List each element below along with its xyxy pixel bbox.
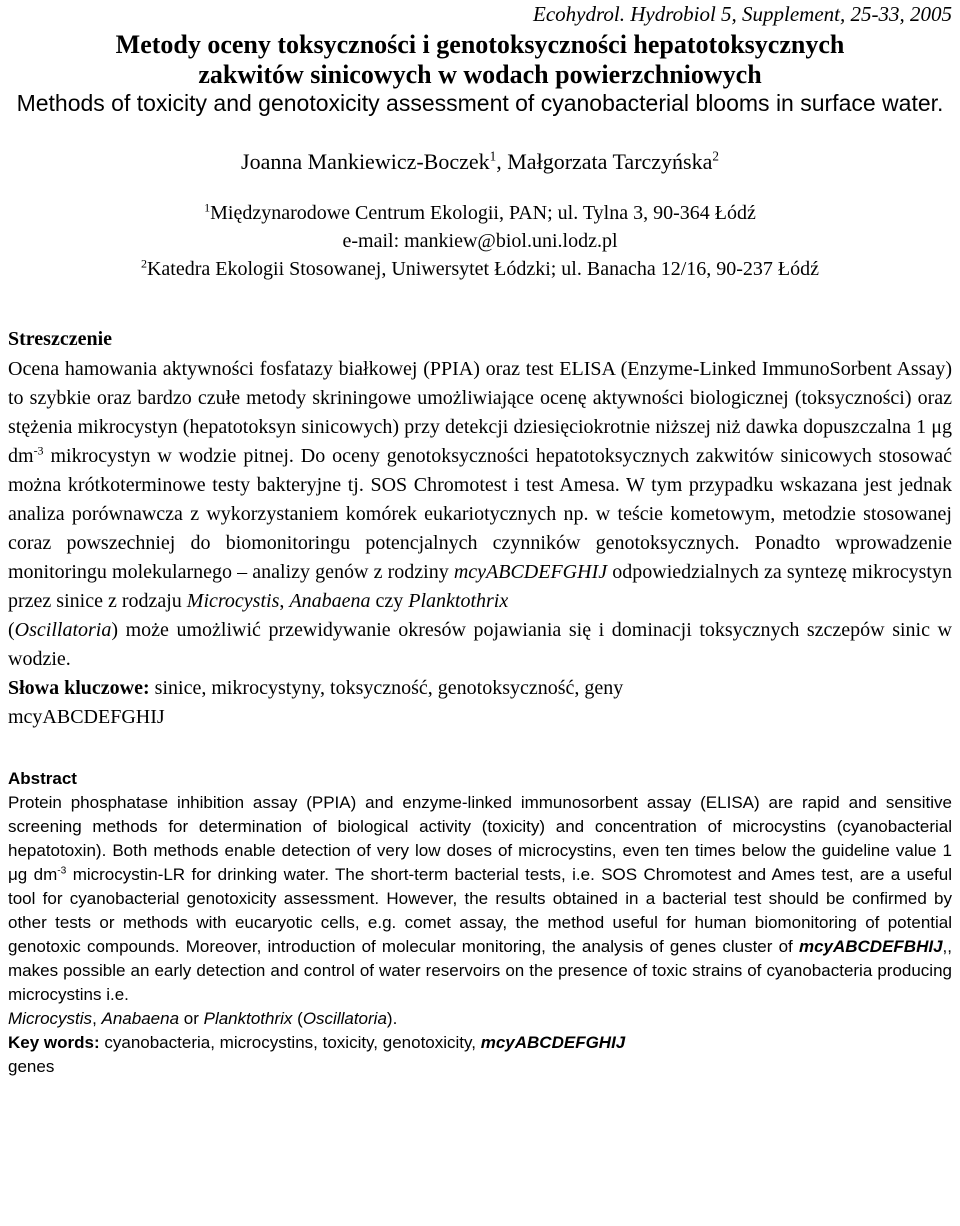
abstract-keywords-label: Key words: (8, 1033, 100, 1052)
streszczenie-text-1: Ocena hamowania aktywności fosfatazy białkowej (PPIA) oraz test ELISA (Enzyme-Linked ImmunoSorbent Assay) to szybkie oraz bardzo czułe metody skriningowe umożliwiające ocenę aktywności biologicznej (toksyczności) oraz stężenia mikrocystyn (hepatotoksyn sinicowych) przy detekcji dziesięciokrotnie niższej niż dawka dopuszczalna 1 μg dm (8, 358, 952, 467)
affiliation-1-text: Międzynarodowe Centrum Ekologii, PAN; ul. Tylna 3, 90-364 Łódź (210, 202, 756, 224)
title-english: Methods of toxicity and genotoxicity assessment of cyanobacterial blooms in surface water. (16, 90, 944, 116)
abstract-unit-exponent: -3 (57, 865, 67, 877)
abstract-text-5: ( (292, 1009, 303, 1028)
streszczenie-unit-exponent: -3 (33, 443, 44, 458)
streszczenie-keywords-gene: mcyABCDEFGHIJ (8, 706, 165, 728)
author-2-affiliation-mark: 2 (712, 148, 719, 164)
author-1-affiliation-mark: 1 (489, 148, 497, 164)
abstract-text-3: ,, makes possible an early detection and control of water reservoirs on the presence of toxic strains of cyanobacteria producing microcystins i.e. (8, 937, 952, 1004)
author-1: Joanna Mankiewicz-Boczek (241, 149, 490, 174)
abstract-text-6: ). (386, 1009, 398, 1028)
streszczenie-genus-anabaena: Anabaena (289, 590, 371, 612)
streszczenie-text-4: czy (370, 590, 409, 612)
streszczenie-genus-oscillatoria: Oscillatoria (14, 619, 112, 641)
streszczenie-heading: Streszczenie (8, 328, 113, 350)
abstract-keywords-gene: mcyABCDEFGHIJ (480, 1033, 626, 1052)
title-polish-line1: Metody oceny toksyczności i genotoksyczności hepatotoksycznych (115, 30, 845, 59)
streszczenie-gene: mcyABCDEFGHIJ (453, 561, 608, 583)
abstract-text-4: or (179, 1009, 204, 1028)
title-polish-line2: zakwitów sinicowych w wodach powierzchniowych (198, 60, 762, 89)
abstract-keywords-list: cyanobacteria, microcystins, toxicity, genotoxicity, (99, 1033, 481, 1052)
abstract-genus-anabaena: Anabaena (101, 1009, 180, 1028)
streszczenie-sep: , (279, 590, 290, 612)
streszczenie-keywords-list: sinice, mikrocystyny, toksyczność, genotoksyczność, geny (149, 677, 624, 699)
streszczenie-keywords (8, 674, 952, 732)
abstract-genus-planktothrix: Planktothrix (203, 1009, 293, 1028)
abstract-genus-microcystis: Microcystis (8, 1009, 93, 1028)
abstract-text-2: microcystin-LR for drinking water. The short-term bacterial tests, i.e. SOS Chromotest and Ames test, are a useful tool for cyanobacterial genotoxicity assessment. However, the results obtained in a bacterial test should be confirmed by other tests or methods with eucaryotic cells, e.g. comet assay, the method useful for human biomonitoring of potential genotoxic compounds. Moreover, introduction of molecular monitoring, the analysis of genes cluster of (8, 865, 952, 956)
abstract-text-1: Protein phosphatase inhibition assay (PPIA) and enzyme-linked immunosorbent assay (ELISA) are rapid and sensitive screening methods for determination of biological activity (toxicity) and concentration of microcystins (cyanobacterial hepatotoxin). Both methods enable detection of very low doses of microcystins, even ten times below the guideline value 1 μg dm (8, 793, 952, 884)
abstract-genus-oscillatoria: Oscillatoria (302, 1009, 387, 1028)
affiliation-1 (8, 199, 952, 227)
abstract-sep: , (92, 1009, 102, 1028)
abstract-body (8, 791, 952, 1031)
affiliation-2-mark: 2 (140, 256, 147, 271)
streszczenie-text-2: mikrocystyn w wodzie pitnej. Do oceny genotoksyczności hepatotoksycznych zakwitów sinicowych stosować można krótkoterminowe testy bakteryjne tj. SOS Chromotest i test Amesa. W tym przypadku wskazana jest jednak analiza porównawcza z wykorzystaniem komórek eukariotycznych np. w teście kometowym, metodzie stosowanej coraz powszechniej do biomonitoringu potencjalnych czynników genotoksycznych. Ponadto wprowadzenie monitoringu molekularnego – analizy genów z rodziny (8, 445, 952, 583)
abstract-keywords (8, 1031, 952, 1079)
abstract-keywords-tail: genes (8, 1057, 55, 1076)
authors (8, 149, 952, 175)
streszczenie-text-6: ) może umożliwić przewidywanie okresów pojawiania się i dominacji toksycznych szczepów sinic w wodzie. (8, 619, 952, 670)
author-2: Małgorzata Tarczyńska (507, 149, 713, 174)
streszczenie-text-3: odpowiedzialnych za syntezę mikrocystyn przez sinice z rodzaju (8, 561, 952, 612)
author-separator: , (496, 149, 508, 174)
affiliations (8, 199, 952, 283)
streszczenie-body (8, 355, 952, 674)
title-polish (8, 30, 952, 90)
abstract-gene: mcyABCDEFBHIJ (798, 937, 943, 956)
abstract-heading: Abstract (8, 769, 77, 788)
streszczenie-text-5: ( (8, 619, 15, 641)
streszczenie-genus-microcystis: Microcystis (186, 590, 280, 612)
affiliation-2-text: Katedra Ekologii Stosowanej, Uniwersytet Łódzki; ul. Banacha 12/16, 90-237 Łódź (146, 258, 820, 280)
author-email[interactable]: e-mail: mankiew@biol.uni.lodz.pl (342, 230, 618, 252)
streszczenie-genus-planktothrix: Planktothrix (408, 590, 509, 612)
affiliation-1-mark: 1 (204, 200, 211, 215)
streszczenie-keywords-label: Słowa kluczowe: (8, 677, 150, 699)
journal-citation: Ecohydrol. Hydrobiol 5, Supplement, 25-33, 2005 (533, 2, 952, 26)
affiliation-2 (8, 255, 952, 283)
